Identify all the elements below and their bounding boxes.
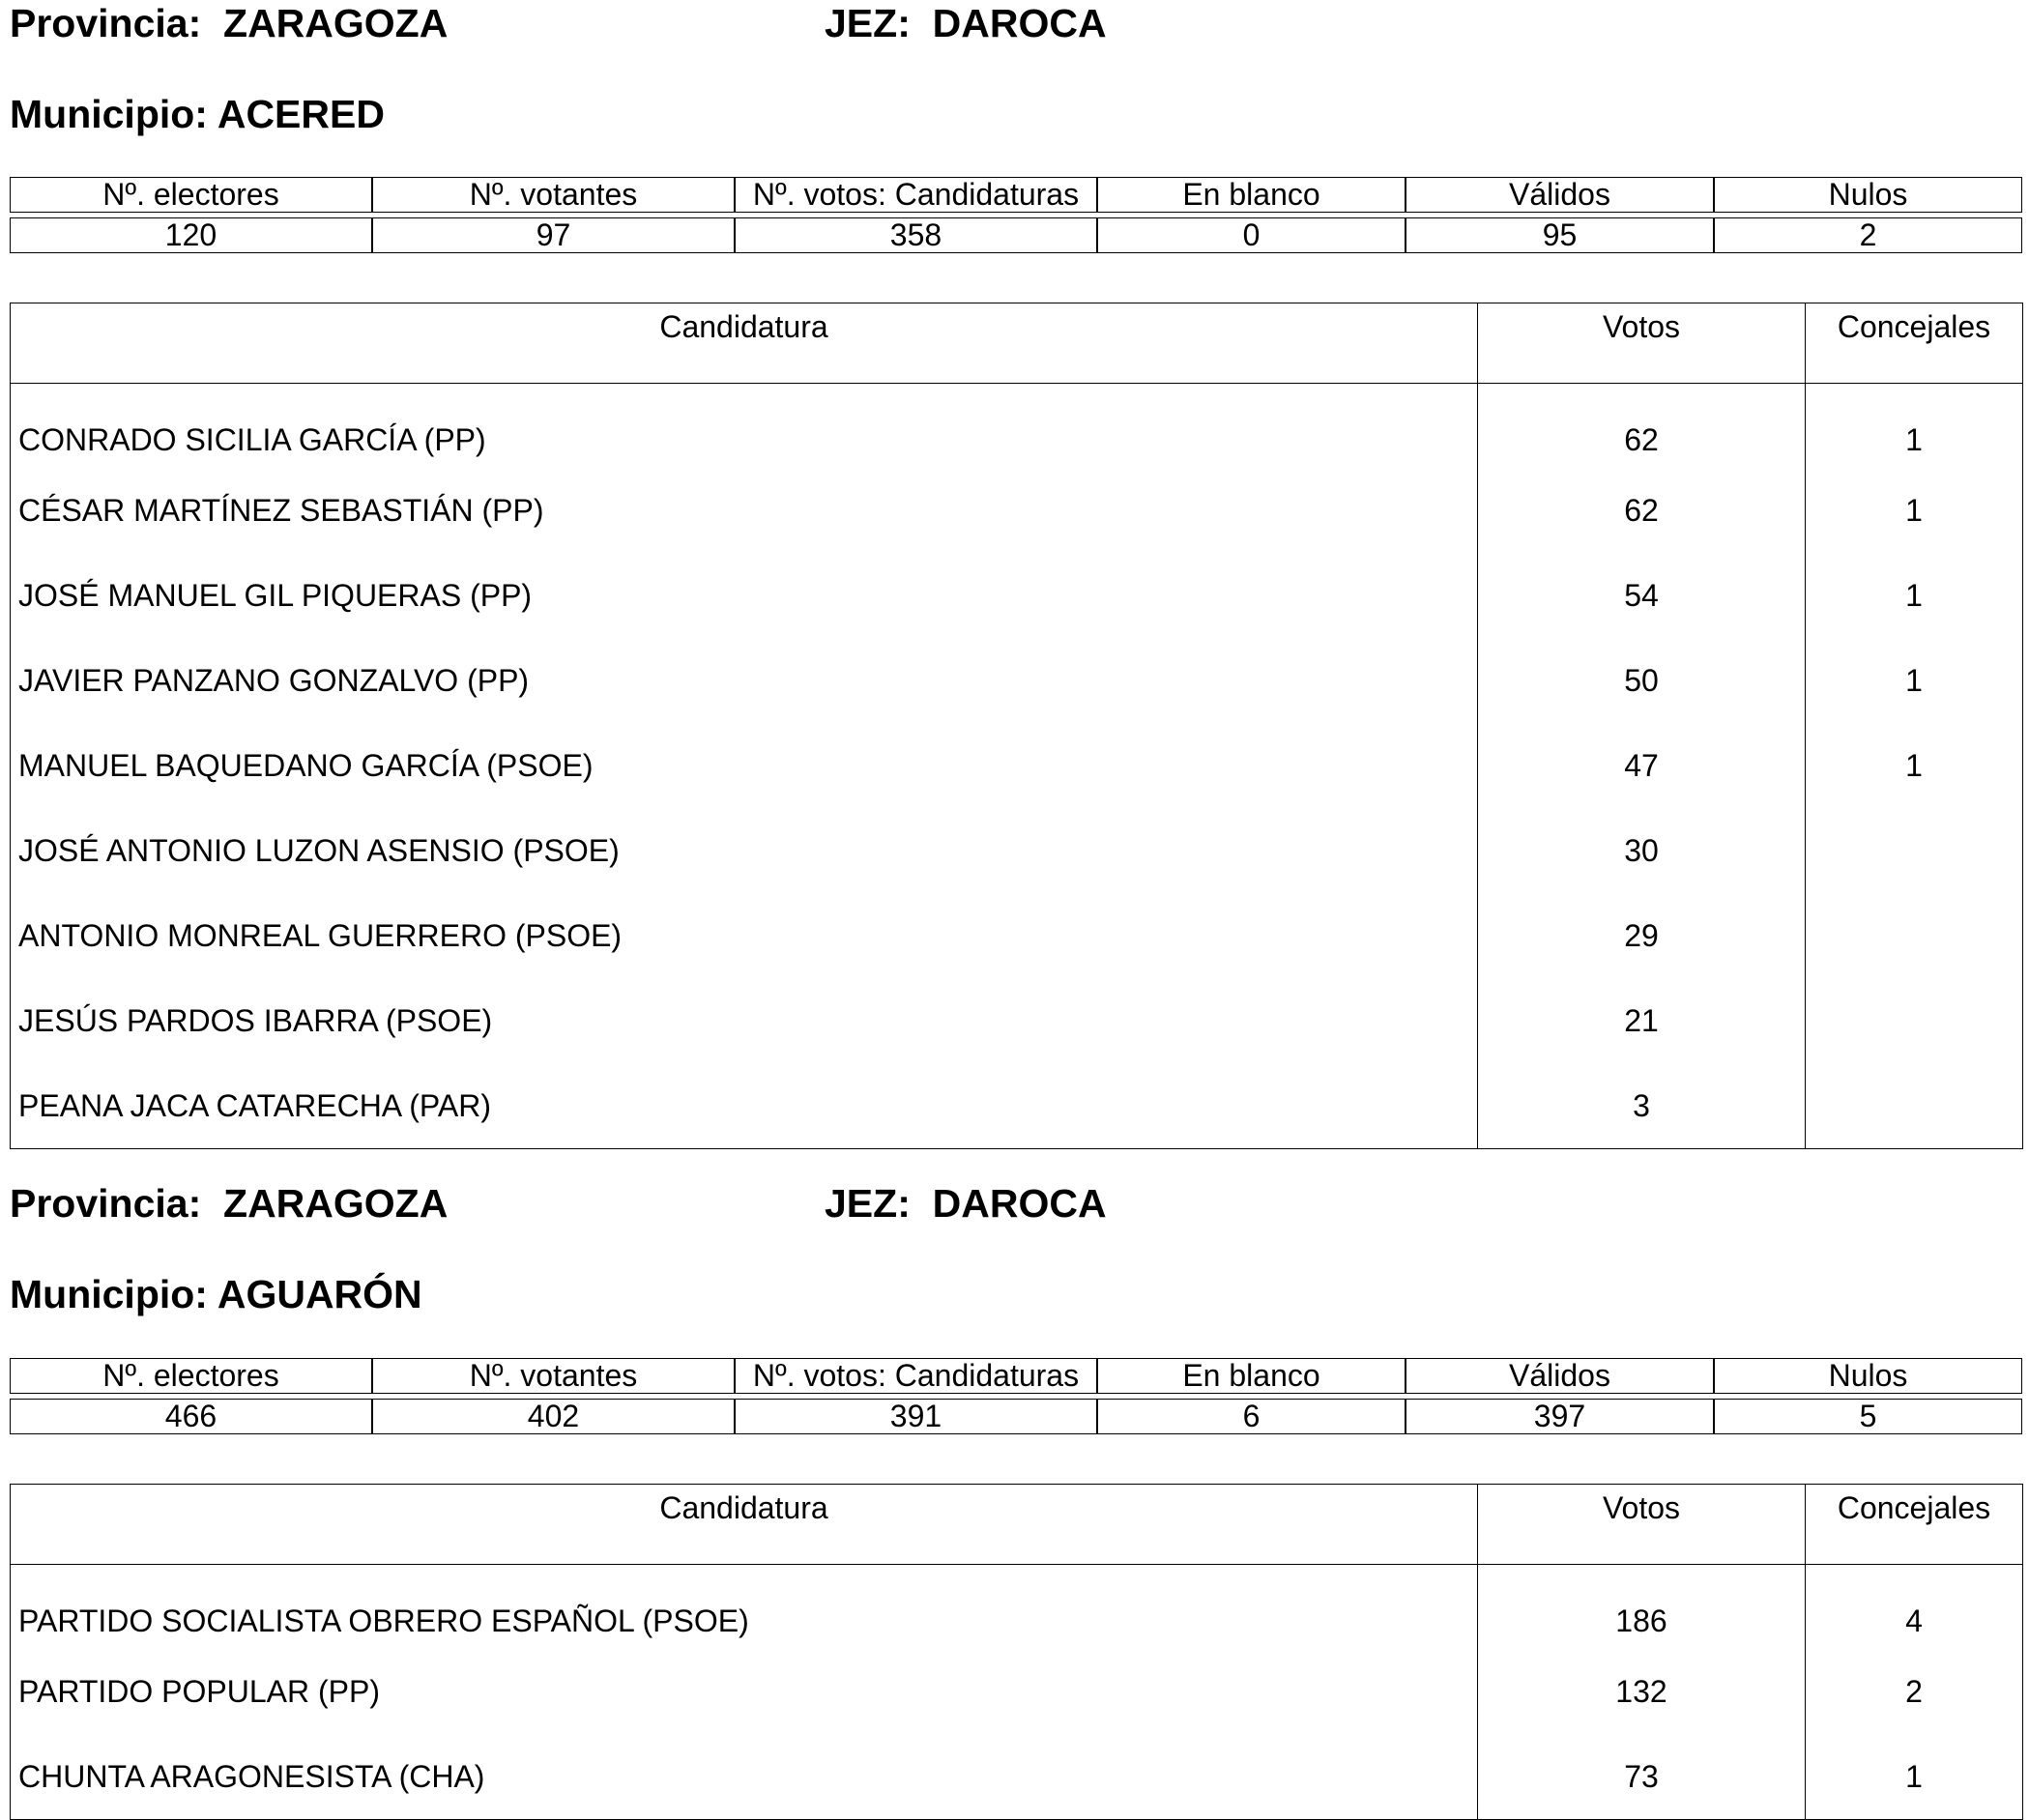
candidate-votos: 132: [1478, 1649, 1806, 1734]
candidate-votos: 62: [1478, 468, 1806, 553]
table-row: [11, 468, 2023, 553]
stats-header: Nulos: [1714, 1358, 2022, 1394]
candidate-votos: 30: [1478, 808, 1806, 893]
stats-value-nulos: 2: [1714, 217, 2022, 253]
candidate-concejales: [1806, 978, 2023, 1063]
candidate-votos: 73: [1478, 1734, 1806, 1820]
table-row: [11, 893, 2023, 978]
candidate-concejales: 1: [1806, 553, 2023, 638]
stats-header-row: [10, 177, 2022, 213]
stats-header: Nº. votantes: [372, 1358, 735, 1394]
provincia-header: [10, 1180, 448, 1227]
candidatura-header: Candidatura: [11, 1485, 1478, 1565]
jez-header: [825, 0, 1107, 46]
candidate-concejales: 1: [1806, 384, 2023, 469]
stats-value-validos: 397: [1406, 1399, 1714, 1434]
candidate-name: JOSÉ MANUEL GIL PIQUERAS (PP): [18, 577, 533, 613]
table-row: [11, 638, 2023, 723]
stats-header: Nº. votantes: [372, 177, 735, 213]
municipio-header: [10, 1271, 422, 1317]
candidates-table: [10, 1484, 2023, 1820]
table-row: [11, 384, 2023, 469]
candidate-votos: 54: [1478, 553, 1806, 638]
stats-header: Nulos: [1714, 177, 2022, 213]
municipio-label: Municipio:: [10, 1272, 208, 1316]
stats-value-row: [10, 217, 2022, 253]
provincia-value: ZARAGOZA: [223, 1181, 449, 1226]
stats-header-row: [10, 1358, 2022, 1394]
stats-value-row: [10, 1399, 2022, 1434]
stats-value-en-blanco: 0: [1097, 217, 1406, 253]
municipio-value: AGUARÓN: [217, 1272, 422, 1316]
candidate-concejales: 1: [1806, 723, 2023, 808]
votos-header: Votos: [1478, 1485, 1806, 1565]
candidates-header-row: [11, 1485, 2023, 1565]
stats-header: Nº. electores: [10, 177, 372, 213]
stats-value-votantes: 97: [372, 217, 735, 253]
stats-value-votos-candidaturas: 391: [735, 1399, 1097, 1434]
candidate-name: PARTIDO POPULAR (PP): [18, 1673, 380, 1709]
municipio-value: ACERED: [217, 92, 385, 136]
candidate-name: PEANA JACA CATARECHA (PAR): [18, 1087, 491, 1123]
stats-header: Nº. votos: Candidaturas: [735, 177, 1097, 213]
stats-header: Válidos: [1406, 177, 1714, 213]
candidate-votos: 3: [1478, 1063, 1806, 1149]
table-row: [11, 553, 2023, 638]
provincia-value: ZARAGOZA: [223, 1, 449, 45]
stats-header: Nº. electores: [10, 1358, 372, 1394]
stats-value-electores: 466: [10, 1399, 372, 1434]
stats-table: [10, 1358, 2022, 1434]
candidate-name: CÉSAR MARTÍNEZ SEBASTIÁN (PP): [18, 492, 544, 528]
table-row: [11, 1063, 2023, 1149]
concejales-header: Concejales: [1806, 1485, 2023, 1565]
candidate-concejales: [1806, 893, 2023, 978]
candidate-name: ANTONIO MONREAL GUERRERO (PSOE): [18, 917, 623, 953]
candidate-votos: 50: [1478, 638, 1806, 723]
table-row: [11, 1649, 2023, 1734]
stats-table: [10, 177, 2022, 253]
provincia-label: Provincia:: [10, 1181, 202, 1226]
candidate-votos: 29: [1478, 893, 1806, 978]
jez-header: [825, 1180, 1107, 1227]
candidate-votos: 62: [1478, 384, 1806, 469]
candidate-concejales: [1806, 1063, 2023, 1149]
candidate-votos: 186: [1478, 1565, 1806, 1650]
stats-header: En blanco: [1097, 177, 1406, 213]
table-row: [11, 808, 2023, 893]
candidatura-header: Candidatura: [11, 303, 1478, 384]
stats-header: En blanco: [1097, 1358, 1406, 1394]
candidate-name: PARTIDO SOCIALISTA OBRERO ESPAÑOL (PSOE): [18, 1603, 749, 1638]
stats-header: Válidos: [1406, 1358, 1714, 1394]
table-row: [11, 1734, 2023, 1820]
candidate-concejales: 2: [1806, 1649, 2023, 1734]
table-row: [11, 723, 2023, 808]
candidate-name: MANUEL BAQUEDANO GARCÍA (PSOE): [18, 747, 594, 783]
votos-header: Votos: [1478, 303, 1806, 384]
candidate-name: CHUNTA ARAGONESISTA (CHA): [18, 1758, 485, 1794]
candidate-votos: 21: [1478, 978, 1806, 1063]
candidate-name: JAVIER PANZANO GONZALVO (PP): [18, 662, 530, 698]
stats-value-validos: 95: [1406, 217, 1714, 253]
stats-value-votantes: 402: [372, 1399, 735, 1434]
candidate-concejales: 1: [1806, 468, 2023, 553]
table-row: [11, 978, 2023, 1063]
table-row: [11, 1565, 2023, 1650]
jez-value: DAROCA: [932, 1181, 1107, 1226]
candidate-concejales: [1806, 808, 2023, 893]
stats-value-electores: 120: [10, 217, 372, 253]
candidates-header-row: [11, 303, 2023, 384]
candidate-name: JESÚS PARDOS IBARRA (PSOE): [18, 1002, 493, 1038]
jez-label: JEZ:: [825, 1, 911, 45]
stats-value-nulos: 5: [1714, 1399, 2022, 1434]
jez-value: DAROCA: [932, 1, 1107, 45]
candidate-name: CONRADO SICILIA GARCÍA (PP): [18, 421, 486, 457]
candidate-name: JOSÉ ANTONIO LUZON ASENSIO (PSOE): [18, 832, 620, 868]
candidate-concejales: 1: [1806, 638, 2023, 723]
stats-value-en-blanco: 6: [1097, 1399, 1406, 1434]
candidates-table: [10, 303, 2023, 1149]
provincia-label: Provincia:: [10, 1, 202, 45]
jez-label: JEZ:: [825, 1181, 911, 1226]
candidate-concejales: 1: [1806, 1734, 2023, 1820]
concejales-header: Concejales: [1806, 303, 2023, 384]
stats-header: Nº. votos: Candidaturas: [735, 1358, 1097, 1394]
candidate-concejales: 4: [1806, 1565, 2023, 1650]
stats-value-votos-candidaturas: 358: [735, 217, 1097, 253]
provincia-header: [10, 0, 448, 46]
municipio-label: Municipio:: [10, 92, 208, 136]
municipio-header: [10, 91, 385, 137]
candidate-votos: 47: [1478, 723, 1806, 808]
